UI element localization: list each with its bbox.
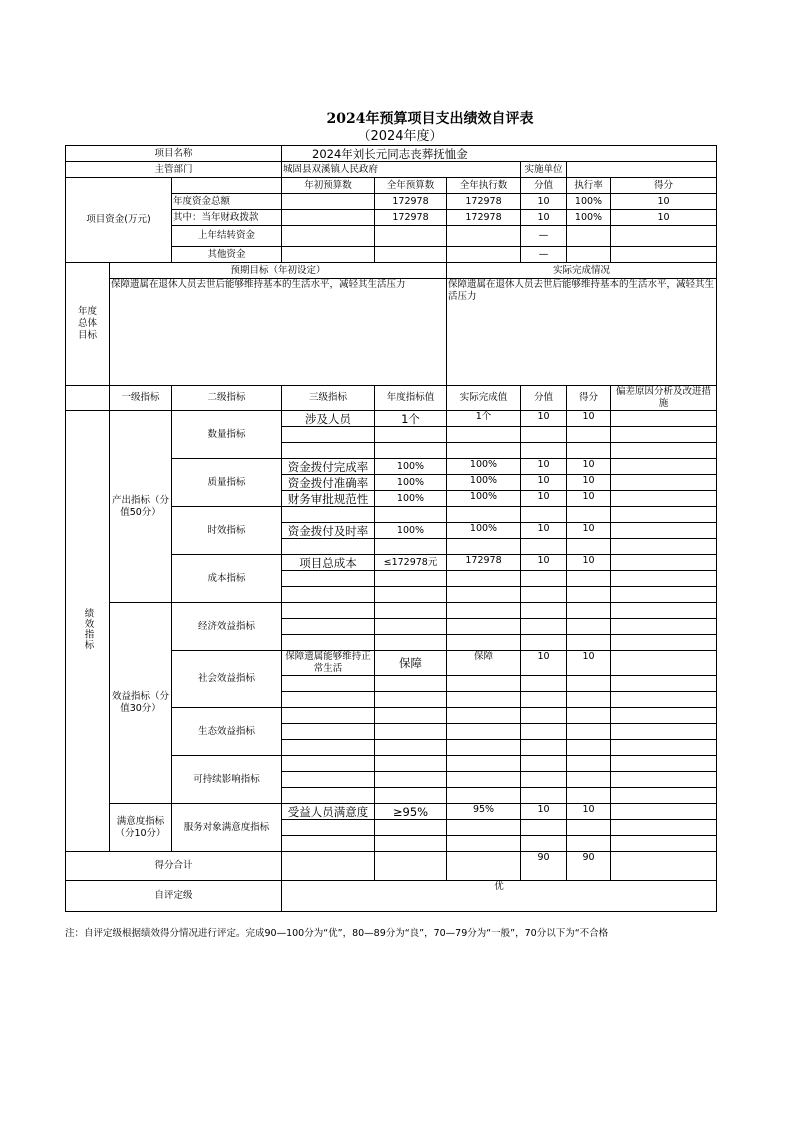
actual-value	[447, 603, 521, 619]
indicator-header: 分值	[521, 386, 567, 411]
level3-indicator	[282, 571, 375, 587]
level2-indicator: 成本指标	[172, 555, 282, 603]
score-value: 10	[521, 555, 567, 571]
total-deviation	[611, 852, 717, 881]
funds-header: 得分	[611, 178, 717, 194]
rating-value: 优	[282, 881, 717, 912]
score: 10	[567, 491, 611, 507]
funds-header: 年初预算数	[282, 178, 375, 194]
score-value	[521, 788, 567, 804]
total-score: 90	[567, 852, 611, 881]
level3-indicator: 资金拨付完成率	[282, 459, 375, 475]
score: 10	[567, 459, 611, 475]
score-value	[521, 692, 567, 708]
level3-indicator	[282, 587, 375, 603]
funds-header	[172, 178, 282, 194]
total-empty-cell	[282, 852, 375, 881]
funds-cell	[282, 226, 375, 247]
actual-value	[447, 756, 521, 772]
deviation-analysis	[611, 459, 717, 475]
target-value	[375, 635, 447, 651]
indicator-header: 三级指标	[282, 386, 375, 411]
score-value	[521, 539, 567, 555]
funds-cell: —	[521, 247, 567, 263]
level3-indicator	[282, 692, 375, 708]
target-value	[375, 756, 447, 772]
indicator-header: 年度指标值	[375, 386, 447, 411]
score	[567, 635, 611, 651]
funds-header: 全年执行数	[447, 178, 521, 194]
goals-header-row	[66, 263, 717, 279]
actual-value	[447, 587, 521, 603]
target-value	[375, 539, 447, 555]
deviation-analysis	[611, 555, 717, 571]
dept-row	[66, 162, 717, 178]
target-value	[375, 507, 447, 523]
indicator-header: 实际完成值	[447, 386, 521, 411]
funds-cell	[282, 247, 375, 263]
deviation-analysis	[611, 539, 717, 555]
deviation-analysis	[611, 740, 717, 756]
funds-cell: 172978	[447, 210, 521, 226]
score-value	[521, 676, 567, 692]
score	[567, 507, 611, 523]
level3-indicator	[282, 619, 375, 635]
level3-indicator: 受益人员满意度	[282, 804, 375, 820]
indicator-row	[66, 603, 717, 619]
funds-cell: 172978	[447, 194, 521, 210]
target-value: 100%	[375, 491, 447, 507]
dept-value: 城固县双溪镇人民政府	[282, 162, 521, 178]
actual-value: 100%	[447, 475, 521, 491]
rating-label: 自评定级	[66, 881, 282, 912]
level2-indicator: 社会效益指标	[172, 651, 282, 708]
score-value	[521, 587, 567, 603]
funds-cell	[375, 226, 447, 247]
target-value	[375, 587, 447, 603]
actual-value	[447, 836, 521, 852]
score-value	[521, 724, 567, 740]
actual-value	[447, 619, 521, 635]
level3-indicator	[282, 443, 375, 459]
level2-indicator: 经济效益指标	[172, 603, 282, 651]
score-value	[521, 571, 567, 587]
deviation-analysis	[611, 676, 717, 692]
score	[567, 676, 611, 692]
score-value: 10	[521, 411, 567, 427]
level3-indicator: 涉及人员	[282, 411, 375, 427]
funds-row-label: 上年结转资金	[172, 226, 282, 247]
target-value	[375, 740, 447, 756]
score	[567, 708, 611, 724]
funds-cell: 10	[521, 194, 567, 210]
deviation-analysis	[611, 804, 717, 820]
actual-value	[447, 692, 521, 708]
target-value	[375, 836, 447, 852]
score	[567, 740, 611, 756]
funds-label: 项目资金(万元)	[66, 178, 172, 263]
level3-indicator	[282, 676, 375, 692]
score	[567, 692, 611, 708]
project-name-label: 项目名称	[66, 146, 282, 162]
level3-indicator	[282, 756, 375, 772]
score-value	[521, 507, 567, 523]
actual-value: 95%	[447, 804, 521, 820]
indicator-header-row	[66, 386, 717, 411]
level3-indicator	[282, 603, 375, 619]
deviation-analysis	[611, 523, 717, 539]
level1-indicator: 满意度指标（分10分）	[110, 804, 172, 852]
deviation-analysis	[611, 427, 717, 443]
actual-value	[447, 772, 521, 788]
target-value	[375, 676, 447, 692]
level1-indicator: 产出指标（分值50分）	[110, 411, 172, 603]
goals-content-row	[66, 279, 717, 386]
level3-indicator	[282, 635, 375, 651]
actual-value	[447, 676, 521, 692]
funds-cell	[447, 247, 521, 263]
funds-cell: 100%	[567, 210, 611, 226]
target-value	[375, 708, 447, 724]
score	[567, 756, 611, 772]
target-value	[375, 724, 447, 740]
level2-indicator: 数量指标	[172, 411, 282, 459]
actual-value: 保障	[447, 651, 521, 676]
funds-row-label: 其中：当年财政拨款	[172, 210, 282, 226]
funds-cell	[567, 247, 611, 263]
score	[567, 619, 611, 635]
score-value	[521, 635, 567, 651]
level3-indicator	[282, 772, 375, 788]
actual-value	[447, 820, 521, 836]
funds-cell: 10	[521, 210, 567, 226]
total-score-value: 90	[521, 852, 567, 881]
score: 10	[567, 555, 611, 571]
level3-indicator: 资金拨付准确率	[282, 475, 375, 491]
score: 10	[567, 651, 611, 676]
score-value	[521, 603, 567, 619]
score: 10	[567, 523, 611, 539]
level2-indicator: 质量指标	[172, 459, 282, 507]
level2-indicator: 可持续影响指标	[172, 756, 282, 804]
target-value	[375, 603, 447, 619]
score	[567, 539, 611, 555]
actual-value	[447, 427, 521, 443]
deviation-analysis	[611, 820, 717, 836]
target-value: ≤172978元	[375, 555, 447, 571]
score-value	[521, 427, 567, 443]
indicator-header: 二级指标	[172, 386, 282, 411]
score-value: 10	[521, 523, 567, 539]
score: 10	[567, 475, 611, 491]
level3-indicator	[282, 539, 375, 555]
score: 10	[567, 411, 611, 427]
level3-indicator	[282, 427, 375, 443]
deviation-analysis	[611, 619, 717, 635]
score-value: 10	[521, 475, 567, 491]
actual-value: 100%	[447, 491, 521, 507]
level1-indicator: 效益指标（分值30分）	[110, 603, 172, 804]
actual-value	[447, 708, 521, 724]
target-value	[375, 571, 447, 587]
actual-value	[447, 724, 521, 740]
score	[567, 724, 611, 740]
score-value: 10	[521, 804, 567, 820]
funds-cell: 172978	[375, 210, 447, 226]
actual-value	[447, 740, 521, 756]
level3-indicator	[282, 507, 375, 523]
level3-indicator: 资金拨付及时率	[282, 523, 375, 539]
rating-row	[66, 881, 717, 912]
score	[567, 820, 611, 836]
funds-cell: 172978	[375, 194, 447, 210]
funds-cell: 100%	[567, 194, 611, 210]
performance-indicator-label	[66, 411, 110, 852]
goals-label: 年度总体目标	[66, 263, 110, 386]
deviation-analysis	[611, 788, 717, 804]
actual-value: 1个	[447, 411, 521, 427]
impl-label: 实施单位	[521, 162, 567, 178]
target-value	[375, 692, 447, 708]
level3-indicator	[282, 708, 375, 724]
score-value	[521, 836, 567, 852]
score	[567, 587, 611, 603]
actual-value: 172978	[447, 555, 521, 571]
expected-goal-text: 保障遗属在退休人员去世后能够维持基本的生活水平，减轻其生活压力	[110, 279, 447, 386]
deviation-analysis	[611, 836, 717, 852]
target-value: 保障	[375, 651, 447, 676]
score-value: 10	[521, 459, 567, 475]
dept-label: 主管部门	[66, 162, 282, 178]
funds-header: 分值	[521, 178, 567, 194]
score-value	[521, 756, 567, 772]
target-value	[375, 619, 447, 635]
score-value: 10	[521, 651, 567, 676]
level2-indicator: 服务对象满意度指标	[172, 804, 282, 852]
indicator-header: 得分	[567, 386, 611, 411]
funds-cell	[611, 247, 717, 263]
total-empty-cell	[375, 852, 447, 881]
deviation-analysis	[611, 443, 717, 459]
actual-goal-text: 保障遗属在退休人员去世后能够维持基本的生活水平，减轻其生活压力	[447, 279, 717, 386]
actual-value: 100%	[447, 459, 521, 475]
funds-cell	[375, 247, 447, 263]
deviation-analysis	[611, 635, 717, 651]
performance-indicator-text: 绩效指标	[82, 608, 94, 650]
score	[567, 571, 611, 587]
funds-cell	[567, 226, 611, 247]
impl-value	[567, 162, 717, 178]
indicator-row	[66, 411, 717, 427]
deviation-analysis	[611, 651, 717, 676]
deviation-analysis	[611, 571, 717, 587]
score	[567, 788, 611, 804]
target-value	[375, 820, 447, 836]
target-value: 100%	[375, 475, 447, 491]
level3-indicator: 保障遗属能够维持正常生活	[282, 651, 375, 676]
funds-cell	[447, 226, 521, 247]
level3-indicator	[282, 788, 375, 804]
deviation-analysis	[611, 507, 717, 523]
actual-value	[447, 507, 521, 523]
deviation-analysis	[611, 724, 717, 740]
deviation-analysis	[611, 756, 717, 772]
total-row	[66, 852, 717, 881]
score-value	[521, 708, 567, 724]
deviation-analysis	[611, 772, 717, 788]
score-value: 10	[521, 491, 567, 507]
funds-cell: 10	[611, 210, 717, 226]
funds-cell	[282, 194, 375, 210]
deviation-analysis	[611, 708, 717, 724]
funds-row-label: 其他资金	[172, 247, 282, 263]
score	[567, 603, 611, 619]
score	[567, 443, 611, 459]
score-value	[521, 772, 567, 788]
project-name-value: 2024年刘长元同志丧葬抚恤金	[282, 146, 717, 162]
actual-goal-label: 实际完成情况	[447, 263, 717, 279]
level3-indicator	[282, 724, 375, 740]
indicator-header: 偏差原因分析及改进措施	[611, 386, 717, 411]
funds-cell	[282, 210, 375, 226]
funds-header: 全年预算数	[375, 178, 447, 194]
project-name-row	[66, 146, 717, 162]
level2-indicator: 生态效益指标	[172, 708, 282, 756]
level3-indicator: 财务审批规范性	[282, 491, 375, 507]
total-label: 得分合计	[66, 852, 282, 881]
deviation-analysis	[611, 603, 717, 619]
page-title: 2024年预算项目支出绩效自评表	[326, 111, 534, 127]
score	[567, 427, 611, 443]
score-value	[521, 740, 567, 756]
actual-value	[447, 635, 521, 651]
target-value	[375, 427, 447, 443]
score	[567, 772, 611, 788]
level3-indicator	[282, 740, 375, 756]
funds-header-row	[66, 178, 717, 194]
score-value	[521, 820, 567, 836]
target-value: 100%	[375, 523, 447, 539]
target-value: ≥95%	[375, 804, 447, 820]
actual-value: 100%	[447, 523, 521, 539]
score-value	[521, 443, 567, 459]
expected-goal-label: 预期目标（年初设定）	[110, 263, 447, 279]
target-value	[375, 772, 447, 788]
actual-value	[447, 443, 521, 459]
target-value: 1个	[375, 411, 447, 427]
deviation-analysis	[611, 475, 717, 491]
level3-indicator	[282, 820, 375, 836]
target-value: 100%	[375, 459, 447, 475]
level3-indicator	[282, 836, 375, 852]
deviation-analysis	[611, 692, 717, 708]
actual-value	[447, 788, 521, 804]
indicator-header: 一级指标	[110, 386, 172, 411]
page-subtitle: （2024年度）	[357, 129, 443, 144]
target-value	[375, 788, 447, 804]
score: 10	[567, 804, 611, 820]
target-value	[375, 443, 447, 459]
funds-cell: —	[521, 226, 567, 247]
footnote: 注：自评定级根据绩效得分情况进行评定。完成90—100分为“优”，80—89分为“良”，70—79分为“一般”，70分以下为“不合格	[65, 928, 609, 939]
actual-value	[447, 571, 521, 587]
total-empty-cell	[447, 852, 521, 881]
indicator-header	[66, 386, 110, 411]
score	[567, 836, 611, 852]
actual-value	[447, 539, 521, 555]
score-value	[521, 619, 567, 635]
indicator-row	[66, 804, 717, 820]
deviation-analysis	[611, 587, 717, 603]
funds-cell	[611, 226, 717, 247]
level2-indicator: 时效指标	[172, 507, 282, 555]
funds-header: 执行率	[567, 178, 611, 194]
funds-row-label: 年度资金总额	[172, 194, 282, 210]
evaluation-table	[65, 145, 717, 912]
level3-indicator: 项目总成本	[282, 555, 375, 571]
deviation-analysis	[611, 411, 717, 427]
funds-cell: 10	[611, 194, 717, 210]
deviation-analysis	[611, 491, 717, 507]
